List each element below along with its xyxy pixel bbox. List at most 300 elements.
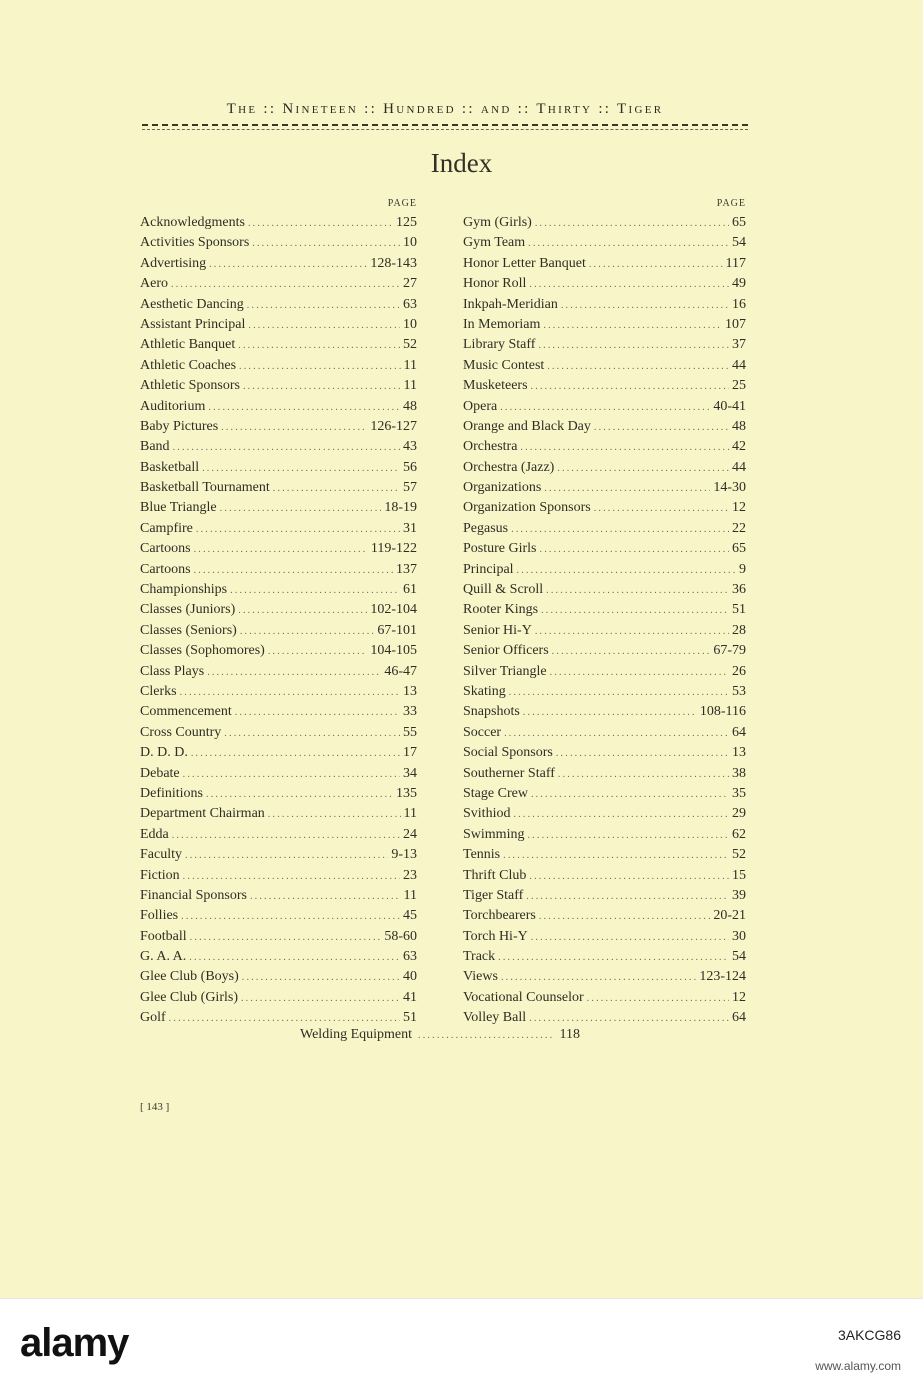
index-entry [463, 315, 746, 335]
dot-leader [220, 499, 382, 519]
entry-name: Torch Hi-Y [463, 928, 528, 944]
entry-name: Acknowledgments [140, 215, 245, 230]
entry-name: Class Plays [140, 663, 205, 679]
index-entry [463, 274, 746, 294]
dot-leader [587, 989, 729, 1009]
entry-name: Athletic Banquet [140, 337, 236, 353]
index-entry [463, 784, 746, 804]
entry-page: 9 [739, 561, 746, 577]
entry-name: Organizations [463, 480, 542, 496]
entry-page: 26 [732, 663, 746, 679]
image-id: 3AKCG86 [837, 1327, 901, 1343]
index-entry [140, 335, 417, 355]
index-entry [140, 621, 417, 641]
index-entry [463, 560, 746, 580]
entry-page: 11 [403, 887, 417, 903]
index-entry [140, 417, 417, 437]
index-entry [463, 417, 746, 437]
entry-name: Classes (Seniors) [140, 622, 237, 638]
dot-leader [196, 520, 400, 540]
dot-leader [252, 234, 400, 254]
entry-name: Follies [140, 908, 179, 924]
entry-page: 24 [403, 826, 417, 842]
dot-leader [589, 255, 723, 275]
entry-page: 119-122 [370, 541, 417, 557]
entry-name: Welding Equipment [300, 1027, 413, 1042]
entry-page: 41 [403, 989, 417, 1005]
dot-leader [550, 663, 729, 683]
entry-page: 11 [403, 806, 417, 822]
index-entry [140, 947, 417, 967]
entry-name: Athletic Sponsors [140, 378, 240, 394]
entry-name: Faculty [140, 847, 182, 863]
index-entry [463, 437, 746, 457]
dot-leader [535, 622, 729, 642]
entry-name: Senior Officers [463, 643, 549, 659]
index-entry [463, 906, 746, 926]
dot-leader [189, 948, 400, 968]
dot-leader [503, 846, 729, 866]
entry-page: 30 [732, 928, 746, 944]
entry-page: 10 [403, 316, 417, 332]
index-entry [140, 560, 417, 580]
entry-page: 51 [403, 1010, 417, 1026]
dot-leader [594, 499, 729, 519]
entry-name: Advertising [140, 255, 207, 271]
entry-page: 22 [732, 520, 746, 536]
dot-leader [556, 744, 729, 764]
entry-page: 23 [403, 867, 417, 883]
entry-page: 28 [732, 622, 746, 638]
index-entry [140, 295, 417, 315]
entry-page: 27 [403, 276, 417, 292]
dot-leader [557, 459, 729, 479]
index-entry [463, 580, 746, 600]
entry-page: 52 [732, 847, 746, 863]
dot-leader [547, 357, 729, 377]
dot-leader [207, 663, 381, 683]
dot-leader [527, 826, 729, 846]
index-entry [140, 702, 417, 722]
entry-page: 123-124 [699, 969, 746, 985]
dot-leader [552, 642, 711, 662]
entry-name: Silver Triangle [463, 663, 547, 679]
index-entry [463, 397, 746, 417]
index-entry [140, 906, 417, 926]
dot-leader [535, 214, 729, 234]
index-entry [463, 845, 746, 865]
entry-name: In Memoriam [463, 316, 541, 332]
index-entry [463, 702, 746, 722]
index-entry [140, 213, 417, 233]
dot-leader [540, 540, 730, 560]
entry-name: Soccer [463, 724, 502, 740]
dot-leader [194, 561, 393, 581]
entry-name: G. A. A. [140, 949, 187, 965]
dot-leader [526, 887, 729, 907]
index-entry [140, 315, 417, 335]
entry-page: 45 [403, 908, 417, 924]
index-column-right [463, 195, 746, 1029]
index-entry [463, 927, 746, 947]
index-entry [463, 213, 746, 233]
entry-name: Social Sponsors [463, 745, 553, 761]
index-entry [463, 621, 746, 641]
entry-name: Senior Hi-Y [463, 622, 532, 638]
dot-leader [208, 398, 400, 418]
entry-page: 118 [559, 1027, 580, 1042]
dot-leader [248, 214, 393, 234]
dot-leader [594, 418, 729, 438]
entry-page: 43 [403, 439, 417, 455]
page-column-label: PAGE [716, 198, 746, 209]
entry-name: Commencement [140, 704, 232, 720]
entry-page: 107 [725, 316, 746, 332]
entry-name: Tennis [463, 847, 501, 863]
entry-name: Quill & Scroll [463, 582, 544, 598]
entry-name: Principal [463, 561, 514, 577]
entry-page: 31 [403, 520, 417, 536]
index-entry [140, 723, 417, 743]
entry-name: Glee Club (Girls) [140, 989, 238, 1005]
entry-page: 54 [732, 235, 746, 251]
dot-leader [500, 398, 710, 418]
entry-name: Cartoons [140, 561, 191, 577]
index-entry [463, 478, 746, 498]
entry-page: 63 [403, 296, 417, 312]
header-rule [142, 124, 748, 130]
index-entry [463, 458, 746, 478]
entry-page: 48 [403, 398, 417, 414]
dot-leader [544, 479, 710, 499]
index-entry [140, 539, 417, 559]
entry-page: 33 [403, 704, 417, 720]
index-entry [463, 356, 746, 376]
entry-page: 25 [732, 378, 746, 394]
index-entry [463, 233, 746, 253]
dot-leader [538, 336, 729, 356]
dot-leader [513, 805, 729, 825]
entry-page: 61 [403, 582, 417, 598]
entry-page: 46-47 [384, 663, 417, 679]
dot-leader [238, 336, 400, 356]
index-entry [140, 600, 417, 620]
entry-page: 11 [403, 378, 417, 394]
index-entry [140, 886, 417, 906]
dot-leader [240, 622, 375, 642]
entry-page: 11 [403, 357, 417, 373]
index-entry [140, 254, 417, 274]
entry-page: 57 [403, 480, 417, 496]
dot-leader [529, 867, 729, 887]
index-entry [140, 498, 417, 518]
index-entry [140, 967, 417, 987]
entry-page: 37 [732, 337, 746, 353]
dot-leader [180, 683, 400, 703]
entry-page: 39 [732, 887, 746, 903]
entry-name: Campfire [140, 520, 193, 536]
entry-page: 13 [732, 745, 746, 761]
entry-name: Volley Ball [463, 1010, 527, 1026]
entry-page: 55 [403, 724, 417, 740]
entry-name: Blue Triangle [140, 500, 217, 516]
entry-name: Views [463, 969, 498, 985]
entry-name: Swimming [463, 826, 525, 842]
entry-page: 52 [403, 337, 417, 353]
entry-name: Rooter Kings [463, 602, 539, 618]
dot-leader [558, 765, 729, 785]
dot-leader [185, 846, 388, 866]
dot-leader [529, 275, 729, 295]
dot-leader [517, 561, 736, 581]
entry-name: Track [463, 949, 496, 965]
entry-page: 16 [732, 296, 746, 312]
entry-page: 65 [732, 215, 746, 230]
dot-leader [520, 438, 729, 458]
dot-leader [183, 867, 400, 887]
index-entry [140, 825, 417, 845]
index-entry [463, 886, 746, 906]
index-entry [463, 682, 746, 702]
index-entry [140, 1008, 417, 1028]
entry-page: 29 [732, 806, 746, 822]
dot-leader [531, 785, 729, 805]
index-entry [140, 682, 417, 702]
entry-page: 135 [396, 785, 417, 801]
index-entry [463, 376, 746, 396]
entry-name: Classes (Juniors) [140, 602, 236, 618]
entry-page: 18-19 [384, 500, 417, 516]
entry-page: 48 [732, 418, 746, 434]
index-entry [463, 641, 746, 661]
entry-name: Torchbearers [463, 908, 536, 924]
dot-leader [541, 601, 729, 621]
dot-leader [243, 377, 401, 397]
entry-name: Basketball [140, 459, 200, 475]
index-entry [140, 397, 417, 417]
entry-page: 126-127 [370, 418, 417, 434]
entry-name: Cartoons [140, 541, 191, 557]
entry-name: Honor Letter Banquet [463, 255, 586, 271]
entry-name: Pegasus [463, 520, 509, 536]
dot-leader [209, 255, 367, 275]
entry-page: 20-21 [713, 908, 746, 924]
entry-page: 137 [396, 561, 417, 577]
index-entry [463, 947, 746, 967]
entry-page: 128-143 [370, 255, 417, 271]
entry-name: Classes (Sophomores) [140, 643, 265, 659]
entry-name: Fiction [140, 867, 180, 883]
page-number: [ 143 ] [140, 1101, 170, 1113]
entry-page: 49 [732, 276, 746, 292]
dot-leader [546, 581, 729, 601]
dot-leader [239, 357, 400, 377]
entry-page: 10 [403, 235, 417, 251]
stock-watermark-banner [0, 1298, 923, 1391]
index-entry [140, 458, 417, 478]
dot-leader [224, 724, 400, 744]
entry-name: Championships [140, 582, 228, 598]
dot-leader [202, 459, 400, 479]
index-entry [140, 274, 417, 294]
index-entry [463, 967, 746, 987]
dot-leader [238, 601, 367, 621]
entry-page: 36 [732, 582, 746, 598]
dot-leader [501, 968, 696, 988]
entry-name: Financial Sponsors [140, 887, 247, 903]
entry-page: 125 [396, 215, 417, 230]
entry-page: 35 [732, 785, 746, 801]
entry-name: Glee Club (Boys) [140, 969, 239, 985]
index-entry [140, 866, 417, 886]
entry-page: 62 [732, 826, 746, 842]
entry-name: Orange and Black Day [463, 418, 591, 434]
entry-page: 40-41 [713, 398, 746, 414]
index-entry [140, 845, 417, 865]
entry-name: Definitions [140, 785, 203, 801]
entry-name: Inkpah-Meridian [463, 296, 558, 312]
entry-name: Aesthetic Dancing [140, 296, 244, 312]
index-entry [463, 519, 746, 539]
index-list-left [140, 213, 417, 1029]
index-entry [140, 927, 417, 947]
entry-name: Snapshots [463, 704, 520, 720]
index-entry [463, 1008, 746, 1028]
entry-page: 56 [403, 459, 417, 475]
index-entry [140, 478, 417, 498]
entry-name: Skating [463, 683, 506, 699]
index-entry [463, 662, 746, 682]
entry-page: 67-101 [377, 622, 417, 638]
dot-leader [248, 316, 400, 336]
entry-name: Clerks [140, 683, 177, 699]
dot-leader [171, 275, 400, 295]
entry-page: 117 [725, 255, 746, 271]
dot-leader [172, 826, 400, 846]
entry-page: 9-13 [391, 847, 417, 863]
entry-name: Golf [140, 1010, 166, 1026]
dot-leader [561, 296, 729, 316]
dot-leader [221, 418, 367, 438]
index-entry [140, 804, 417, 824]
index-entry [140, 662, 417, 682]
entry-name: Library Staff [463, 337, 536, 353]
index-entry [463, 988, 746, 1008]
entry-name: Department Chairman [140, 806, 265, 822]
entry-name: Aero [140, 276, 168, 292]
index-entry [140, 519, 417, 539]
dot-leader [268, 805, 401, 825]
dot-leader [241, 989, 400, 1009]
entry-name: Organization Sponsors [463, 500, 591, 516]
index-entry [140, 641, 417, 661]
stock-url: www.alamy.com [815, 1359, 901, 1373]
dot-leader [528, 234, 729, 254]
index-entry [140, 356, 417, 376]
entry-name: Edda [140, 826, 169, 842]
entry-name: D. D. D. [140, 745, 188, 761]
dot-leader [523, 703, 697, 723]
entry-page: 65 [732, 541, 746, 557]
dot-leader [543, 316, 722, 336]
index-entry [463, 539, 746, 559]
entry-page: 44 [732, 357, 746, 373]
index-entry [463, 498, 746, 518]
entry-name: Honor Roll [463, 276, 527, 292]
dot-leader [268, 642, 368, 662]
entry-name: Athletic Coaches [140, 357, 237, 373]
dot-leader [247, 296, 400, 316]
dot-leader [539, 907, 710, 927]
dot-leader [194, 540, 368, 560]
dot-leader [250, 887, 401, 907]
entry-name: Vocational Counselor [463, 989, 584, 1005]
entry-page: 53 [732, 683, 746, 699]
entry-page: 108-116 [699, 704, 746, 720]
entry-name: Cross Country [140, 724, 222, 740]
dot-leader [183, 765, 400, 785]
entry-name: Music Contest [463, 357, 545, 373]
index-list-right [463, 213, 746, 1029]
entry-name: Thrift Club [463, 867, 527, 883]
entry-name: Stage Crew [463, 785, 528, 801]
running-header: The :: Nineteen :: Hundred :: and :: Thirty :: Tiger [226, 101, 664, 117]
dot-leader [191, 744, 400, 764]
entry-page: 51 [732, 602, 746, 618]
entry-page: 102-104 [370, 602, 417, 618]
entry-name: Svithiod [463, 806, 511, 822]
entry-page: 34 [403, 765, 417, 781]
index-entry [463, 743, 746, 763]
index-entry [463, 825, 746, 845]
index-entry [140, 437, 417, 457]
index-entry [140, 784, 417, 804]
dot-leader [230, 581, 400, 601]
entry-page: 17 [403, 745, 417, 761]
index-entry [463, 764, 746, 784]
index-entry [463, 804, 746, 824]
dot-leader [511, 520, 729, 540]
index-entry [463, 723, 746, 743]
index-entry [140, 743, 417, 763]
entry-page: 44 [732, 459, 746, 475]
dot-leader [504, 724, 729, 744]
entry-page: 12 [732, 989, 746, 1005]
dot-leader [273, 479, 400, 499]
entry-name: Band [140, 439, 170, 455]
dot-leader [418, 1030, 553, 1041]
entry-name: Debate [140, 765, 180, 781]
page-column-label: PAGE [387, 198, 417, 209]
entry-page: 104-105 [370, 643, 417, 659]
entry-page: 38 [732, 765, 746, 781]
entry-page: 15 [732, 867, 746, 883]
entry-page: 58-60 [384, 928, 417, 944]
index-column-left [140, 195, 417, 1029]
entry-name: Southerner Staff [463, 765, 555, 781]
dot-leader [509, 683, 729, 703]
entry-page: 64 [732, 724, 746, 740]
entry-name: Football [140, 928, 187, 944]
index-entry [463, 254, 746, 274]
dot-leader [531, 928, 729, 948]
index-entry-welding-equipment [300, 1027, 580, 1043]
index-entry [140, 764, 417, 784]
entry-name: Posture Girls [463, 541, 537, 557]
alamy-logo: alamy [20, 1321, 129, 1365]
entry-page: 42 [732, 439, 746, 455]
entry-name: Musketeers [463, 378, 528, 394]
